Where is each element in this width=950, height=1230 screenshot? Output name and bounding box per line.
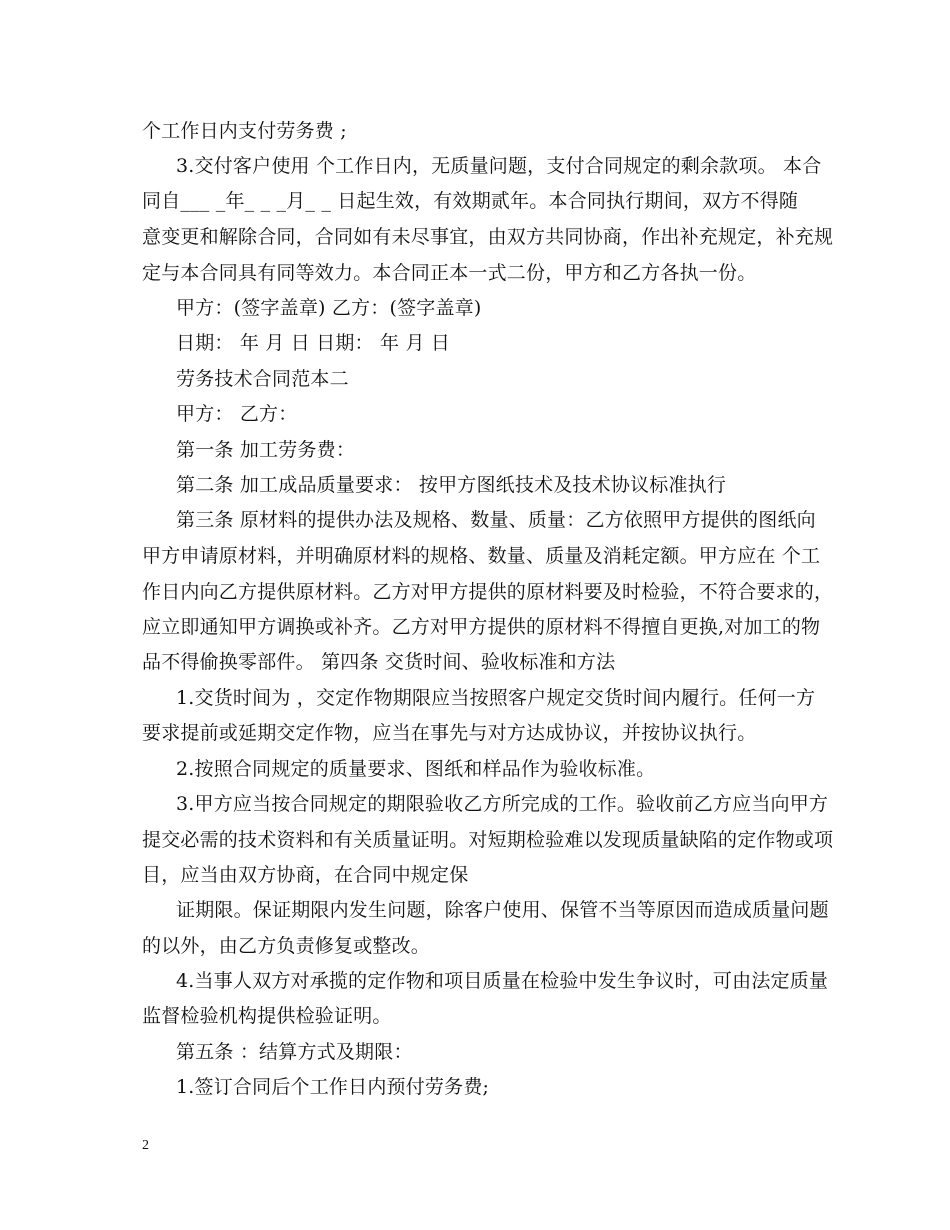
article-heading: 第三条 原材料的提供办法及规格、数量、质量：乙方依照甲方提供的图纸向 — [176, 509, 816, 531]
text-line: 甲方申请原材料，并明确原材料的规格、数量、质量及消耗定额。甲方应在 个工 — [142, 545, 821, 567]
article-heading: 第五条 ：结算方式及期限： — [176, 1041, 413, 1063]
text-line: 意变更和解除合同，合同如有未尽事宜，由双方共同协商，作出补充规定，补充规 — [142, 226, 834, 248]
article-heading: 第二条 加工成品质量要求： 按甲方图纸技术及技术协议标准执行 — [176, 474, 727, 496]
text-line: 1.交货时间为 ，交定作物期限应当按照客户规定交货时间内履行。任何一方 — [176, 687, 816, 709]
text-line: 1.签订合同后个工作日内预付劳务费; — [176, 1076, 490, 1098]
text-line: 监督检验机构提供检验证明。 — [142, 1005, 392, 1027]
text-line: 品不得偷换零部件。 第四条 交货时间、验收标准和方法 — [142, 651, 616, 673]
article-heading: 第一条 加工劳务费： — [176, 439, 356, 461]
text-line: 个工作日内支付劳务费 ; — [142, 120, 347, 142]
date-line: 日期： 年 月 日 日期： 年 月 日 — [176, 332, 451, 354]
page-number: 2 — [142, 1138, 149, 1153]
text-line: 应立即通知甲方调换或补齐。乙方对甲方提供的原材料不得擅自更换,对加工的物 — [142, 616, 821, 638]
text-line: 证期限。保证期限内发生问题，除客户使用、保管不当等原因而造成质量问题 — [176, 899, 829, 921]
text-line: 提交必需的技术资料和有关质量证明。对短期检验难以发现质量缺陷的定作物或项 — [142, 829, 834, 851]
text-line: 3.交付客户使用 个工作日内，无质量问题，支付合同规定的剩余款项。 本合 — [176, 155, 822, 177]
parties-line: 甲方： 乙方： — [176, 403, 298, 425]
section-title: 劳务技术合同范本二 — [176, 368, 349, 390]
text-line: 的以外，由乙方负责修复或整改。 — [142, 935, 431, 957]
text-line: 2.按照合同规定的质量要求、图纸和样品作为验收标准。 — [176, 758, 656, 780]
text-line: 作日内向乙方提供原材料。乙方对甲方提供的原材料要及时检验，不符合要求的， — [142, 581, 834, 603]
text-line: 定与本合同具有同等效力。本合同正本一式二份，甲方和乙方各执一份。 — [142, 262, 757, 284]
text-line: 同自___ _年_ _ _月_ _ 日起生效，有效期贰年。本合同执行期间，双方不得随 — [142, 190, 799, 212]
signature-line: 甲方：(签字盖章) 乙方：(签字盖章) — [176, 297, 482, 319]
text-line: 目，应当由双方协商，在合同中规定保 — [142, 864, 469, 886]
text-line: 要求提前或延期交定作物，应当在事先与对方达成协议，并按协议执行。 — [142, 722, 757, 744]
text-line: 4.当事人双方对承揽的定作物和项目质量在检验中发生争议时，可由法定质量 — [176, 970, 829, 992]
text-line: 3.甲方应当按合同规定的期限验收乙方所完成的工作。验收前乙方应当向甲方 — [176, 793, 829, 815]
